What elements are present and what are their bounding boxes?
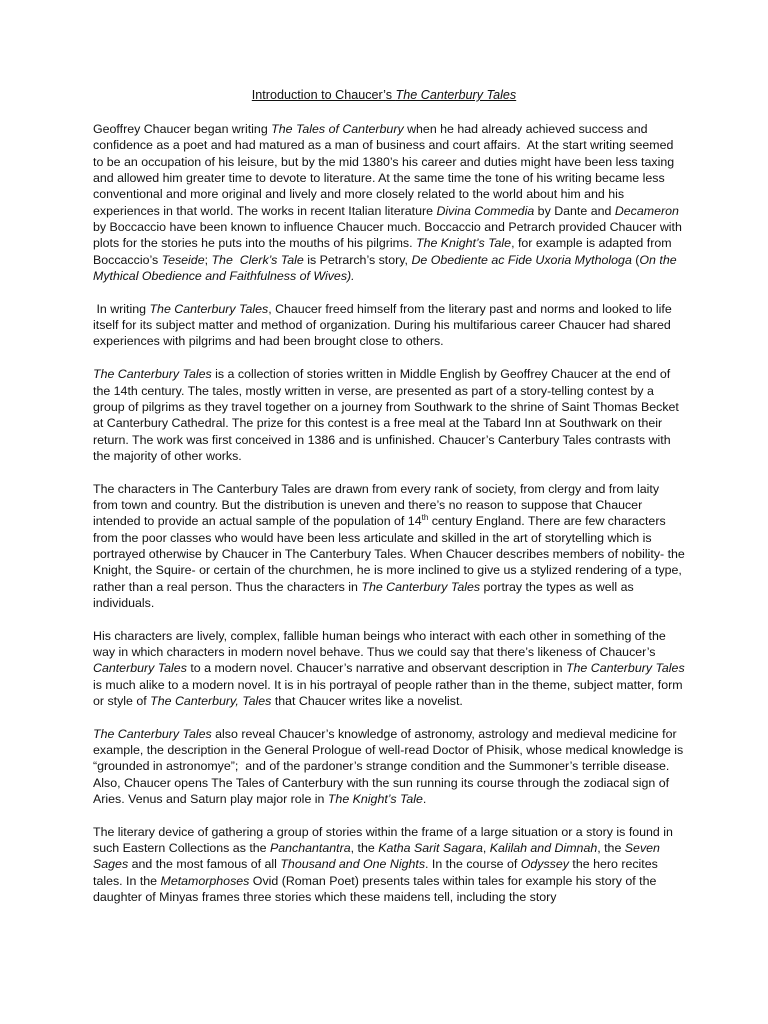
paragraph-6 <box>93 726 687 808</box>
italic-text: Canterbury Tales <box>93 661 187 676</box>
italic-text: Odyssey <box>520 857 569 872</box>
italic-text: The Knight’s Tale <box>327 792 423 807</box>
paragraph-5 <box>93 628 687 710</box>
italic-text: The Canterbury Tales <box>149 301 269 316</box>
italic-text: The Canterbury Tales <box>565 661 685 676</box>
italic-text: Katha Sarit Sagara <box>378 841 483 856</box>
italic-text: Metamorphoses <box>160 873 250 888</box>
text-run: Ovid (Roman Poet) presents tales within tales for example his story of the daughter of Minyas frames three stories which these maidens tell, including the story <box>93 873 660 905</box>
italic-text: The Canterbury Tales <box>93 726 212 741</box>
italic-text: The Canterbury Tales <box>93 367 212 382</box>
italic-text: The Canterbury, Tales <box>150 694 272 709</box>
text-run: His characters are lively, complex, fallible human beings who interact with each other in something of the way in which characters in modern novel behave. Thus we could say that there’s likeness of Chaucer’s <box>93 628 670 659</box>
italic-text: The Knight’s Tale <box>416 236 512 251</box>
text-run: the hero recites tales. In the <box>93 857 662 888</box>
text-run: , <box>482 841 490 856</box>
text-run: Geoffrey Chaucer began writing <box>93 122 272 136</box>
text-run: In writing <box>93 301 150 316</box>
italic-text: Panchantantra <box>270 841 351 856</box>
text-run: ; <box>204 252 212 267</box>
text-run: The characters in The Canterbury Tales are drawn from every rank of society, from clergy and from laity from town and country. But the distribution is uneven and there’s no reason to suppose that Chaucer intended to provide an actual sample of the population of 14 <box>93 481 663 529</box>
text-run: ( <box>631 252 640 267</box>
title-italic-text: The Canterbury Tales <box>395 88 517 102</box>
text-run: . <box>422 792 427 807</box>
italic-text: Seven Sages <box>93 841 664 872</box>
document-body <box>93 121 687 922</box>
text-run: , for example is adapted from Boccaccio’s <box>93 236 675 267</box>
text-run: . In the course of <box>425 857 521 872</box>
italic-text: The Canterbury Tales <box>361 579 481 594</box>
italic-text: The Clerk’s Tale <box>211 252 304 267</box>
text-run: to a modern novel. Chaucer’s narrative and observant description in <box>186 661 566 676</box>
text-run: by Boccaccio have been known to influence Chaucer much. Boccaccio and Petrarch provided Chaucer with plots for the stories he puts into the mouths of his pilgrims. <box>93 203 686 251</box>
italic-text: Thousand and One Nights <box>280 857 426 872</box>
italic-text: Divina Commedia <box>436 203 535 218</box>
text-run: and the most famous of all <box>128 857 281 872</box>
paragraph-2 <box>93 301 687 350</box>
text-run: also reveal Chaucer’s knowledge of astronomy, astrology and medieval medicine for example, the description in the General Prologue of well-read Doctor of Phisik, whose medical knowledge is “grounded in astronomye”; and of the pardoner’s strange condition and the Summoner’s terrible disease. Also, Chaucer opens The Tales of Canterbury with the sun running its course through the zodiacal sign of Aries. Venus and Saturn play major role in <box>93 726 687 807</box>
text-run: , the <box>350 841 379 856</box>
text-run: is Petrarch’s story, <box>303 252 412 267</box>
italic-text: On the Mythical Obedience and Faithfulness of Wives). <box>93 252 681 284</box>
document-title <box>0 87 768 103</box>
paragraph-3 <box>93 366 687 464</box>
text-run: portray the types as well as individuals. <box>93 579 638 610</box>
text-run: is much alike to a modern novel. It is in his portrayal of people rather than in the theme, subject matter, form or style of <box>93 661 689 709</box>
paragraph-7 <box>93 824 687 906</box>
text-run: The literary device of gathering a group of stories within the frame of a large situation or a story is found in such Eastern Collections as the <box>93 824 677 856</box>
paragraph-1 <box>93 121 687 284</box>
text-run: , Chaucer freed himself from the literary past and norms and looked to life itself for its subject matter and method of organization. During his multifarious career Chaucer had shared experiences with pilgrims and had been brought close to others. <box>93 301 676 349</box>
italic-text: The Tales of Canterbury <box>271 122 404 136</box>
text-run: century England. There are few characters from the poor classes who would have been less articulate and skilled in the art of storytelling which is portrayed otherwise by Chaucer in The Canterbury Tales. When Chaucer describes members of nobility- the Knight, the Squire- or certain of the churchmen, he is more inclined to give us a stylized rendering of a type, rather than a real person. Thus the characters in <box>93 514 689 594</box>
paragraph-4 <box>93 481 687 612</box>
text-run: is a collection of stories written in Middle English by Geoffrey Chaucer at the end of the 14th century. The tales, mostly written in verse, are presented as part of a story-telling contest by a group of pilgrims as they travel together on a journey from Southwark to the shrine of Saint Thomas Becket at Canterbury Cathedral. The prize for this contest is a free meal at the Tabard Inn at Southwark on their return. The work was first conceived in 1386 and is unfinished. Chaucer’s Canterbury Tales contrasts with the majority of other works. <box>93 367 683 463</box>
italic-text: Kalilah and Dimnah <box>489 841 598 856</box>
text-run: by Dante and <box>534 203 615 218</box>
italic-text: De Obediente ac Fide Uxoria Mythologa <box>411 252 632 267</box>
title-text: Introduction to Chaucer’s <box>251 88 396 102</box>
text-run: , the <box>597 841 625 856</box>
superscript-text: th <box>421 513 429 523</box>
text-run: when he had already achieved success and confidence as a poet and had matured as a man of business and court affairs. At the start writing seemed to be an occupation of his leisure, but by the mid 1380’s his career and duties might have been less taxing and allowed him greater time to devote to literature. At the same time the tone of his writing became less conventional and more original and lively and more closely related to the world about him and his experiences in that world. The works in recent Italian literature <box>93 122 678 218</box>
text-run: that Chaucer writes like a novelist. <box>271 694 463 709</box>
italic-text: Teseide <box>161 252 205 267</box>
italic-text: Decameron <box>614 203 679 218</box>
